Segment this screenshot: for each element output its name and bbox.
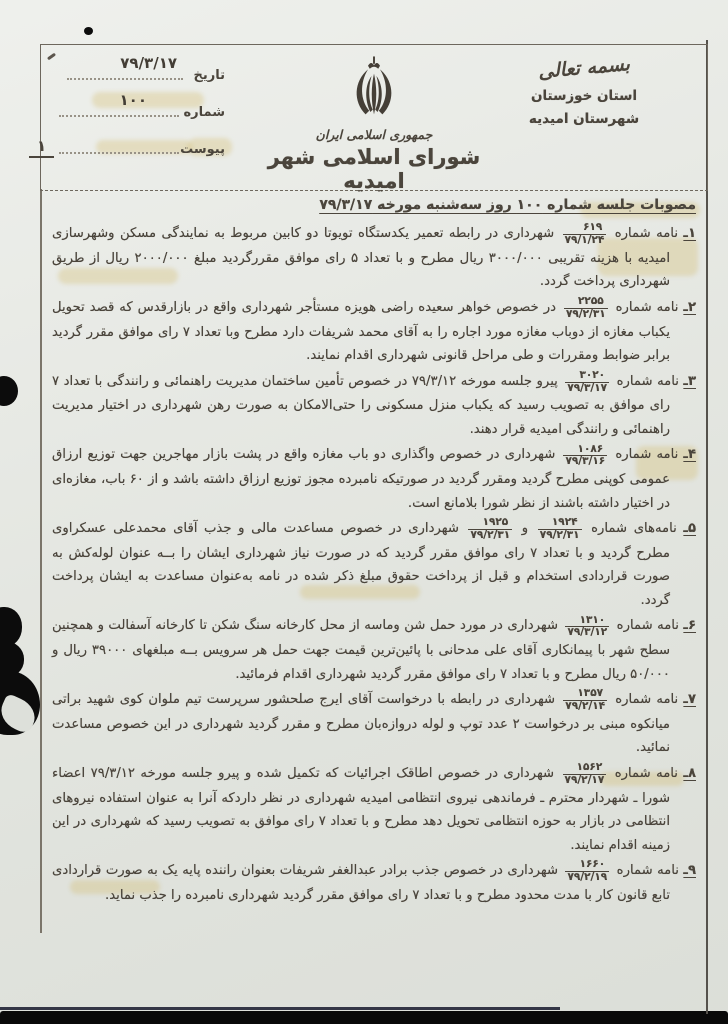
- letter-number: ۱۳۱۰: [579, 613, 606, 626]
- item-text: شهرداری در خصوص واگذاری دو باب مغازه واقع در پشت بازار مهاجرین جهت توزیع ارزاق عمومی کوپنی مطرح گردید ومقرر گردید در صورتیکه نامبرده مجوز توزیع ارزاق داشته باشد و از ۶۰ باب، مغازه‌ای در اختیار داشته باشند از نظر شورا بلامانع است.: [52, 447, 671, 511]
- item-text: شهرداری در خصوص جذب برادر عبدالغفر شریفات بعنوان راننده پایه یک به صورت قراردادی تابع قانون کار با مدت محدود مطرح و با تعداد ۷ رای موافق مقرر گردید شهرداری نامبرده را جذب نماید.: [52, 863, 670, 903]
- number-value: ۱۰۰: [119, 91, 147, 109]
- item-prefix: نامه شماره: [610, 692, 684, 707]
- item-number: ۴ـ: [683, 447, 696, 463]
- resolution-item: [52, 222, 696, 294]
- letter-number: ۱۹۲۵: [482, 516, 509, 529]
- letterhead-fields: [37, 51, 225, 162]
- letter-date: ۷۹/۳/۱۲: [567, 626, 608, 639]
- page-number: ۱: [29, 137, 54, 158]
- item-prefix: نامه‌های شماره: [584, 521, 684, 536]
- item-prefix: نامه شماره: [610, 447, 684, 463]
- ref-joiner: و: [515, 521, 535, 536]
- letter-reference: [563, 222, 607, 247]
- resolution-item: [52, 296, 696, 368]
- item-text: شهرداری در خصوص مساعدت مالی و جذب آقای محمدعلی عسکراوی مطرح گردید و با تعداد ۷ رای موافق مقرر گردید که در صورت نیاز شهرداری ایشان را بــه عنوان لوله‌کش به صورت قراردادی استخدام و قبل از پرداخت حقوق مبلغ ذکر شده در نامه به‌عنوان مساعدت به ایشان پرداخت گردد.: [52, 521, 670, 608]
- meeting-title: مصوبات جلسه شماره ۱۰۰ روز سه‌شنبه مورخه ۷۹/۳/۱۷: [319, 197, 696, 213]
- item-prefix: نامه شماره: [612, 863, 684, 878]
- item-number: ۶ـ: [683, 618, 696, 634]
- letter-date: ۷۹/۲/۳۱: [470, 529, 511, 541]
- province-label: استان خوزستان: [530, 88, 638, 104]
- letter-date: ۷۹/۲/۳۱: [539, 529, 580, 541]
- letter-reference: [468, 517, 512, 542]
- letter-reference: [564, 296, 608, 321]
- letterhead-center: [244, 53, 504, 193]
- scan-edge-line: [0, 1007, 560, 1010]
- item-text: پیرو جلسه مورخه ۷۹/۳/۱۲ در خصوص تأمین ساختمان مدیریت راهنمائی و رانندگی با تعداد ۷ رای موافق به تصویب رسید که یکباب منزل مسکونی را حتی‌الامکان به صورت رهن شهرداری در اختیار مدیریت راهنمائی و رانندگی امیدیه قرار دهند.: [52, 373, 670, 437]
- date-value: ۷۹/۳/۱۷: [120, 54, 177, 72]
- letter-reference: [565, 370, 609, 395]
- number-field: [57, 88, 225, 125]
- date-field: [57, 51, 225, 88]
- resolution-item: [52, 859, 696, 907]
- item-text: شهرداری در خصوص اطاقک اجرائیات که تکمیل شده و پیرو جلسه مورخه ۷۹/۳/۱۲ اعضاء شورا ـ شهردار محترم ـ فرماندهی نیروی انتظامی امیدیه شهرداری در نظر داردکه آنرا به عنوان استفاده نیروهای انتظامی در بازار به حوزه انتظامی تحویل دهد مطرح و با تعداد ۷ رای موافق به تصویب رسید که شهرداری در این زمینه اقدام نمایند.: [52, 765, 670, 853]
- letter-reference: [563, 762, 607, 787]
- letter-date: ۷۹/۳/۱۷: [567, 381, 608, 394]
- item-prefix: نامه شماره: [610, 299, 684, 315]
- resolution-item: [52, 370, 696, 442]
- item-text: شهرداری در رابطه تعمیر یکدستگاه تویوتا دو کابین مربوط به نمایندگی مسکن وشهرسازی امیدیه با هزینه تقریبی ۳۰۰۰/۰۰۰ ریال مطرح و با تعداد ۵ رای موافق مقررگردید مبلغ ۲۰۰۰/۰۰۰ ریال از طریق شهرداری پرداخت گردد.: [52, 226, 670, 290]
- item-prefix: نامه شماره: [612, 618, 684, 634]
- letter-reference: [563, 688, 607, 713]
- letter-number: ۱۶۶۰: [579, 858, 606, 871]
- item-prefix: نامه شماره: [609, 765, 684, 781]
- attachment-label: پیوست: [180, 142, 225, 157]
- letter-number: ۱۵۶۲: [576, 761, 603, 773]
- item-text: در خصوص خواهر سعیده راضی هویزه مستأجر شهرداری واقع در بازارقدس که قصد تحویل یکباب مغازه از دوباب مغازه مورد اجاره را به آقای محمد شریفات دارد مطرح وبا تعداد ۷ رای موافق مقرر گردید برابر ضوابط ومقررات و طی مراحل قانونی شهرداری اقدام نمایند.: [52, 299, 670, 363]
- item-number: ۳ـ: [683, 373, 696, 389]
- letter-number: ۱۳۵۷: [577, 687, 604, 700]
- number-label: شماره: [183, 105, 225, 120]
- letter-date: ۷۹/۲/۱۹: [567, 871, 608, 883]
- scan-speck: [84, 27, 93, 35]
- letter-date: ۷۹/۲/۳۱: [565, 307, 606, 320]
- date-label: تاریخ: [193, 68, 225, 83]
- left-margin-rule: [40, 189, 42, 933]
- item-prefix: نامه شماره: [612, 373, 684, 389]
- item-number: ۲ـ: [683, 299, 696, 315]
- letter-number: ۶۱۹: [583, 221, 603, 234]
- letter-reference: [538, 517, 582, 542]
- resolution-item: [52, 614, 696, 686]
- letterhead: [37, 44, 708, 193]
- item-number: ۷ـ: [683, 692, 696, 707]
- resolutions-list: [52, 222, 696, 907]
- letter-number: ۳۰۲۰: [579, 368, 606, 381]
- letter-date: ۷۹/۲/۱۴: [565, 700, 606, 712]
- scan-blob: [0, 376, 18, 406]
- letter-number: ۲۲۵۵: [578, 295, 604, 307]
- number-dotted-line: [59, 115, 179, 117]
- scan-edge-bar: [0, 1011, 728, 1024]
- county-label: شهرستان امیدیه: [528, 111, 640, 127]
- bismillah-calligraphy: بسمه تعالی: [537, 53, 631, 83]
- document-body: [52, 197, 696, 909]
- iran-emblem-icon: [344, 53, 404, 129]
- resolution-item: [52, 517, 696, 612]
- resolution-item: [52, 443, 696, 515]
- letter-date: ۷۹/۱/۲۴: [564, 234, 605, 246]
- letter-number: ۱۹۲۴: [551, 516, 578, 529]
- letter-date: ۷۹/۳/۱۶: [565, 455, 606, 468]
- resolution-item: [52, 688, 696, 760]
- council-title: شورای اسلامی شهر امیدیه: [267, 145, 481, 193]
- letterhead-right: [509, 53, 659, 131]
- item-number: ۵ـ: [683, 521, 696, 536]
- attachment-field: [57, 125, 225, 162]
- attachment-dotted-line: [59, 152, 179, 154]
- item-number: ۹ـ: [683, 863, 696, 878]
- resolution-item: [52, 762, 696, 857]
- letter-number: ۱۰۸۶: [577, 442, 604, 455]
- letter-reference: [563, 444, 607, 469]
- letter-reference: [565, 615, 609, 640]
- item-prefix: نامه شماره: [609, 226, 684, 241]
- item-text: شهرداری در مورد حمل شن وماسه از محل کارخانه سنگ شکن تا کارخانه آسفالت و همچنین سطح شهر با پیمانکاری آقای علی مدحانی با پائین‌ترین قیمت جهت حمل هر سرویس بــه مبلغهای ۳۹۰۰۰ ریال و ۵۰/۰۰۰ ریال مطرح و با تعداد ۷ رای موافق مقرر گردید شهرداری اقدام فرمائید.: [52, 618, 671, 682]
- letter-date: ۷۹/۲/۱۷: [564, 773, 605, 786]
- republic-calligraphy: جمهوری اسلامی ایران: [315, 127, 433, 142]
- item-number: ۸ـ: [683, 765, 696, 781]
- item-text: شهرداری در رابطه با درخواست آقای ایرج صلحشور سرپرست تیم ملوان کوی شهید براتی میانکوه مبنی بر درخواست ۲ عدد توپ و لوله دروازه‌بان مطرح و مقرر گردید شهرداری در این خصوص مساعدت نمائید.: [52, 692, 670, 756]
- item-number: ۱ـ: [683, 226, 696, 241]
- letter-reference: [565, 859, 609, 884]
- date-dotted-line: [67, 78, 183, 80]
